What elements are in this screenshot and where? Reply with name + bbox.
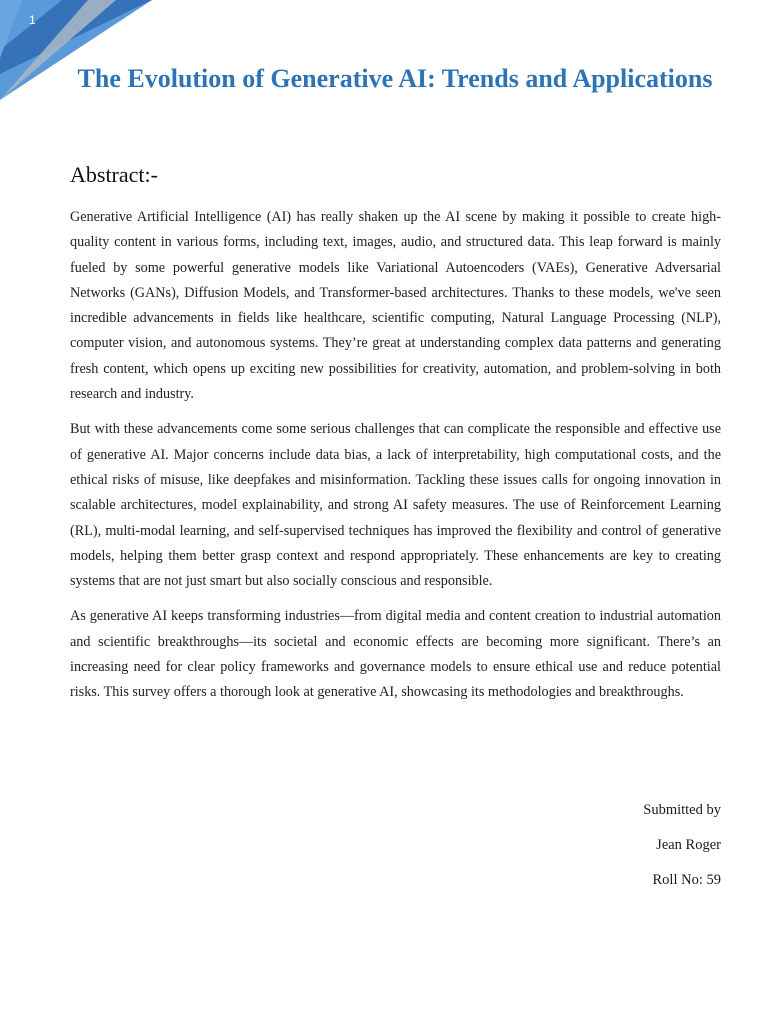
abstract-body [70,205,721,716]
author-name: Jean Roger [656,837,721,853]
submitted-by-label: Submitted by [643,802,721,818]
abstract-heading: Abstract:- [70,162,158,187]
page-number: 1 [29,13,36,27]
abstract-paragraph: Generative Artificial Intelligence (AI) has really shaken up the AI scene by making it possible to create high-quality content in various forms, including text, images, audio, and structured data. This leap forward is mainly fueled by some powerful generative models like Variational Autoencoders (VAEs), Generative Adversarial Networks (GANs), Diffusion Models, and Transformer-based architectures. Thanks to these models, we've seen incredible advancements in fields like healthcare, scientific computing, Natural Language Processing (NLP), computer vision, and autonomous systems. They’re great at understanding complex data patterns and generating fresh content, which opens up exciting new possibilities for creativity, automation, and problem-solving in both research and industry. [70,209,721,403]
document-title: The Evolution of Generative AI: Trends and Applications [77,64,713,93]
roll-number: Roll No: 59 [652,872,721,888]
abstract-paragraph: As generative AI keeps transforming industries—from digital media and content creation to industrial automation and scientific breakthroughs—its societal and economic effects are becoming more significant. There’s an increasing need for clear policy frameworks and governance models to ensure ethical use and reduce potential risks. This survey offers a thorough look at generative AI, showcasing its methodologies and breakthroughs. [70,608,721,701]
submission-block [643,798,721,903]
abstract-paragraph: But with these advancements come some serious challenges that can complicate the responsible and effective use of generative AI. Major concerns include data bias, a lack of interpretability, high computational costs, and the ethical risks of misuse, like deepfakes and misinformation. Tackling these issues calls for ongoing innovation in scalable architectures, model explainability, and strong AI safety measures. The use of Reinforcement Learning (RL), multi-modal learning, and self-supervised techniques has improved the flexibility and control of generative models, helping them better grasp context and respond appropriately. These enhancements are key to creating systems that are not just smart but also socially conscious and responsible. [70,421,721,590]
